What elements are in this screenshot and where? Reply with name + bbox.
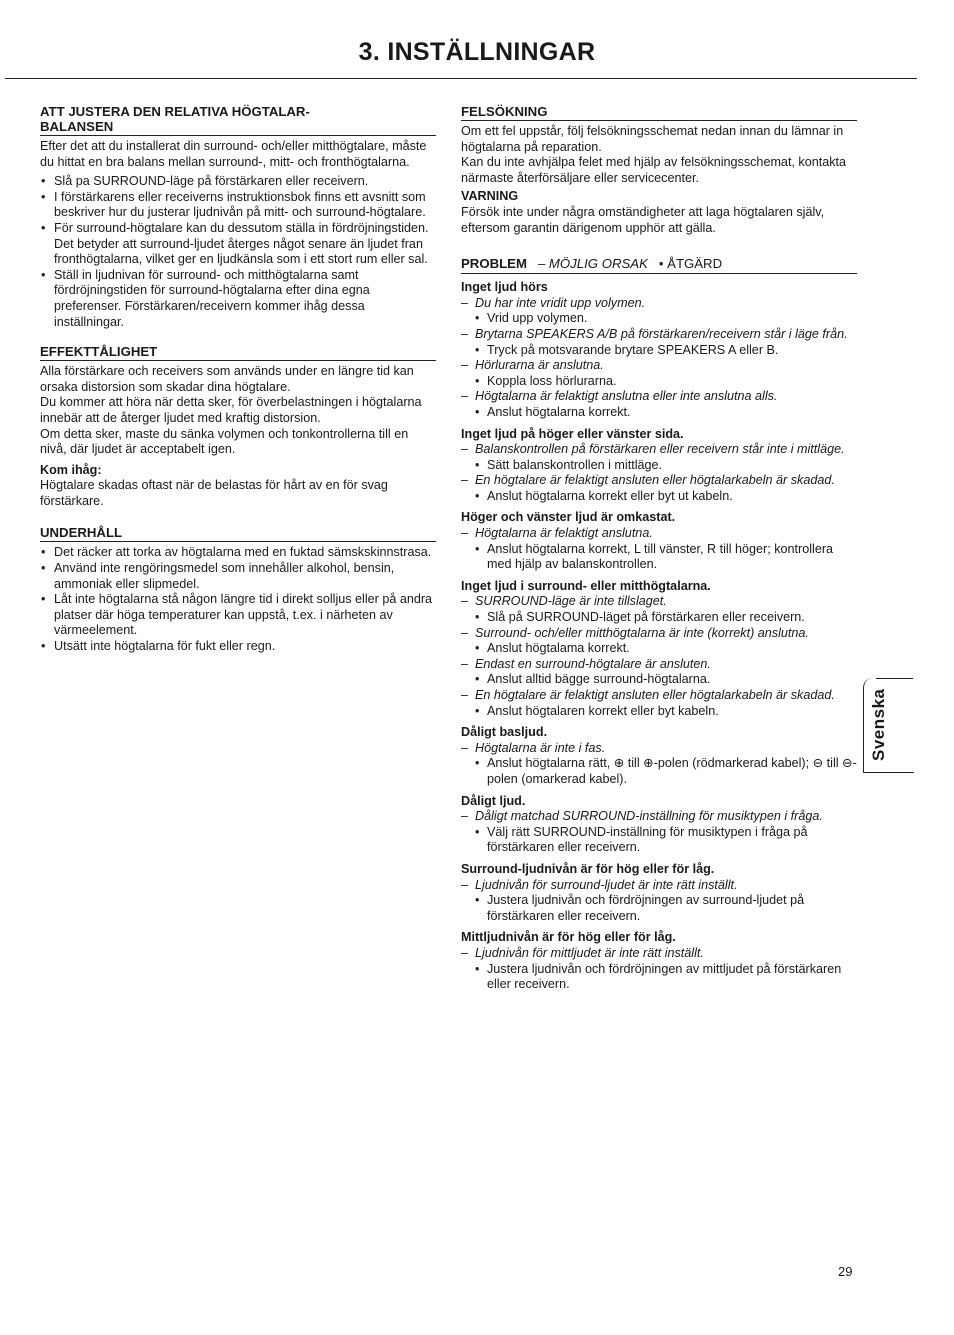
list-item: • Ställ in ljudnivan för surround- och mitthögtalarna samt fördröjningstiden för surround-högtalarna efter dina egna preferenser. Förstärkaren/receivern kommer ihåg dessa inställningar. <box>40 268 436 330</box>
troubleshooting-heading: FELSÖKNING <box>461 104 857 121</box>
left-column <box>40 104 436 655</box>
problem-list <box>461 280 857 993</box>
language-tab <box>863 678 914 773</box>
problem-title: Mittljudnivån är för hög eller för låg. <box>461 930 676 945</box>
problem-cause: – Högtalarna är felaktigt anslutna. <box>461 526 857 542</box>
power-paragraph: Alla förstärkare och receivers som används under en längre tid kan orsaka distorsion som skadar dina högtalare. <box>40 364 414 394</box>
problem-title: Dåligt basljud. <box>461 725 548 740</box>
action-label: • ÅTGÄRD <box>658 256 723 272</box>
problem-label: PROBLEM <box>461 256 527 272</box>
warning-text: Försök inte under några omständigheter att laga högtalaren själv, eftersom garantin därigenom upphör att gälla. <box>461 204 825 235</box>
maintenance-heading: UNDERHÅLL <box>40 525 436 542</box>
list-item: • Utsätt inte högtalarna för fukt eller regn. <box>40 639 436 655</box>
problem-action: • Anslut alltid bägge surround-högtalarna. <box>461 672 857 688</box>
problem-action: • Anslut högtalaren korrekt eller byt kabeln. <box>461 704 857 720</box>
problem-action: • Anslut högtalarna korrekt. <box>461 405 857 421</box>
problem-title: Inget ljud hörs <box>461 280 548 295</box>
problem-cause: – Brytarna SPEAKERS A/B på förstärkaren/receivern står i läge från. <box>461 327 857 343</box>
problem-cause: – Ljudnivån för surround-ljudet är inte rätt inställt. <box>461 878 857 894</box>
problem-cause: – Dåligt matchad SURROUND-inställning för musiktypen i fråga. <box>461 809 857 825</box>
balance-intro: Efter det att du installerat din surround- och/eller mitthögtalare, måste du hittat en bra balans mellan surround-, mitt- och fronthögtalarna. <box>40 139 427 169</box>
problem-action: • Tryck på motsvarande brytare SPEAKERS A eller B. <box>461 343 857 359</box>
list-item: • Det räcker att torka av högtalarna med en fuktad sämskskinnstrasa. <box>40 545 436 561</box>
list-item: • Använd inte rengöringsmedel som innehåller alkohol, bensin, ammoniak eller slipmedel. <box>40 561 436 592</box>
power-paragraph: Du kommer att höra när detta sker, för överbelastningen i högtalarna innebär att de återger ljudet med kraftig distorsion. <box>40 395 422 425</box>
problem-action: • Justera ljudnivån och fördröjningen av surround-ljudet på förstärkaren eller receivern. <box>461 893 857 924</box>
problem-action: • Anslut högtalarna rätt, ⊕ till ⊕-polen (rödmarkerad kabel); ⊖ till ⊖-polen (omarkerad kabel). <box>461 756 857 787</box>
power-paragraph: Om detta sker, maste du sänka volymen och tonkontrollerna till en nivå, där ljudet är acceptabelt igen. <box>40 426 409 457</box>
list-item: • Låt inte högtalarna stå någon längre tid i direkt solljus eller på andra platser där höga temperaturer kan uppstå, t.ex. i närheten av värmeelement. <box>40 592 436 639</box>
problem-cause: – Högtalarna är inte i fas. <box>461 741 857 757</box>
problem-action: • Anslut högtalarna korrekt eller byt ut kabeln. <box>461 489 857 505</box>
balance-heading: ATT JUSTERA DEN RELATIVA HÖGTALAR- BALANSEN <box>40 104 436 136</box>
problem-action: • Justera ljudnivån och fördröjningen av mittljudet på förstärkaren eller receivern. <box>461 962 857 993</box>
problem-cause: – Endast en surround-högtalare är ansluten. <box>461 657 857 673</box>
problem-cause: – Hörlurarna är anslutna. <box>461 358 857 374</box>
problem-cause: – Balanskontrollen på förstärkaren eller receivern står inte i mittläge. <box>461 442 857 458</box>
problem-action: • Anslut högtalarna korrekt, L till vänster, R till höger; kontrollera med hjälp av balanskontrollen. <box>461 542 857 573</box>
problem-action: • Anslut högtalama korrekt. <box>461 641 857 657</box>
problem-cause: – SURROUND-läge är inte tillslaget. <box>461 594 857 610</box>
troubleshooting-paragraph: Om ett fel uppstår, följ felsökningsschemat nedan innan du lämnar in högtalarna på reparation. <box>461 124 844 154</box>
page-number: 29 <box>838 1264 853 1279</box>
problem-title: Inget ljud i surround- eller mitthögtalarna. <box>461 578 711 593</box>
page-title: 3. INSTÄLLNINGAR <box>358 38 596 66</box>
list-item: • För surround-högtalare kan du dessutom ställa in fördröjningstiden. Det betyder att surround-ljudet återges något senare än ljudet fran fronthögtalarna, vilket ger en ljudkänsla som i ett stort rum eller sal. <box>40 221 436 268</box>
problem-action: • Slå på SURROUND-läget på förstärkaren eller receivern. <box>461 610 857 626</box>
problem-cause: – Ljudnivån för mittljudet är inte rätt inställt. <box>461 946 857 962</box>
right-column <box>461 104 857 993</box>
problem-action: • Sätt balanskontrollen i mittläge. <box>461 458 857 474</box>
problem-title: Höger och vänster ljud är omkastat. <box>461 510 676 525</box>
remember-text: Högtalare skadas oftast när de belastas för hårt av en för svag förstärkare. <box>40 478 388 508</box>
problem-cause: – En högtalare är felaktigt ansluten eller högtalarkabeln är skadad. <box>461 473 857 489</box>
list-item: • Slå pa SURROUND-läge på förstärkaren eller receivern. <box>40 174 436 190</box>
problem-cause: – Högtalarna är felaktigt anslutna eller inte anslutna alls. <box>461 389 857 405</box>
cause-label: – MÖJLIG ORSAK <box>537 256 648 272</box>
problem-action: • Vrid upp volymen. <box>461 311 857 327</box>
problem-table-header <box>461 256 857 274</box>
problem-cause: – En högtalare är felaktigt ansluten eller högtalarkabeln är skadad. <box>461 688 857 704</box>
power-heading: EFFEKTTÅLIGHET <box>40 344 436 361</box>
troubleshooting-paragraph: Kan du inte avhjälpa felet med hjälp av felsökningsschemat, kontakta närmaste återförsäljare eller servicecenter. <box>461 155 847 185</box>
problem-action: • Välj rätt SURROUND-inställning för musiktypen i fråga på förstärkaren eller receivern. <box>461 825 857 856</box>
maintenance-bullets <box>40 545 436 654</box>
problem-cause: – Du har inte vridit upp volymen. <box>461 296 857 312</box>
problem-title: Inget ljud på höger eller vänster sida. <box>461 426 684 441</box>
problem-title: Dåligt ljud. <box>461 793 526 808</box>
problem-action: • Koppla loss hörlurarna. <box>461 374 857 390</box>
language-tab-label: Svenska <box>869 688 888 762</box>
balance-bullets <box>40 174 436 330</box>
list-item: • I förstärkarens eller receiverns instruktionsbok finns ett avsnitt som beskriver hur du justerar ljudnivån på mitt- och surround-högtalare. <box>40 190 436 221</box>
problem-title: Surround-ljudnivån är för hög eller för låg. <box>461 861 715 876</box>
problem-cause: – Surround- och/eller mitthögtalarna är inte (korrekt) anslutna. <box>461 626 857 642</box>
remember-heading: Kom ihåg: <box>40 462 102 477</box>
title-rule <box>5 78 917 79</box>
warning-heading: VARNING <box>461 189 519 204</box>
